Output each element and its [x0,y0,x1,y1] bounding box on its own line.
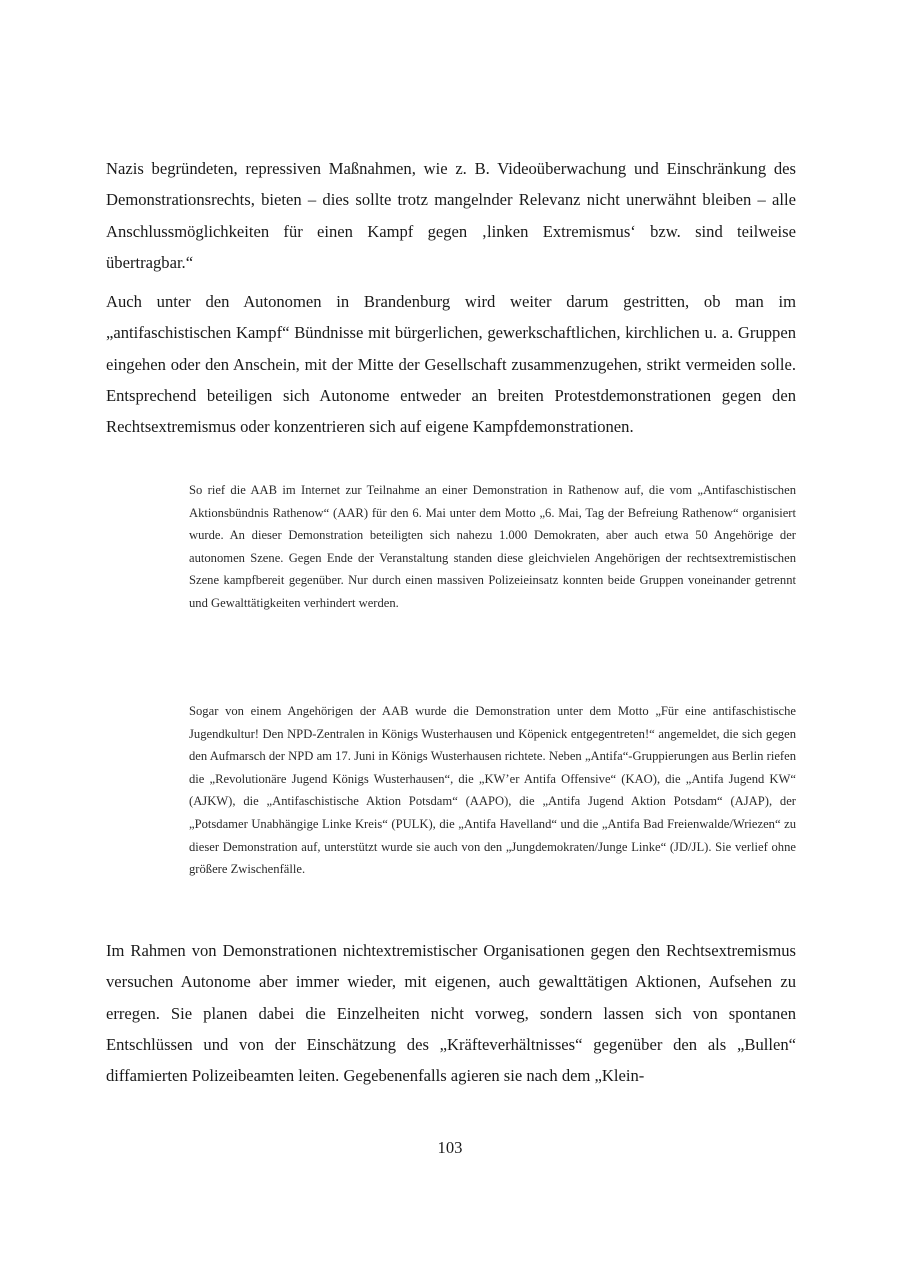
indented-quote-1: So rief die AAB im Internet zur Teilnahme an einer Demonstration in Rathenow auf, die vom „Antifaschistischen Aktionsbündnis Rathenow“ (AAR) für den 6. Mai unter dem Motto „6. Mai, Tag der Befreiung Rathenow“ organisiert wurde. An dieser Demonstration beteiligten sich nahezu 1.000 Demokraten, aber auch etwa 50 Angehörige der autonomen Szene. Gegen Ende der Veranstaltung standen diese gleichvielen Angehörigen der rechtsextremistischen Szene kampfbereit gegenüber. Nur durch einen massiven Polizeieinsatz konnten beide Gruppen voneinander getrennt und Gewalttätigkeiten verhindert werden. [189,483,796,610]
body-paragraph-1: Nazis begründeten, repressiven Maßnahmen, wie z. B. Videoüberwachung und Einschränkung des Demonstrationsrechts, bieten – dies sollte trotz mangelnder Relevanz nicht unerwähnt bleiben – alle Anschlussmöglichkeiten für einen Kampf gegen ‚linken Extremismus‘ bzw. sind teilweise übertragbar.“ [106,159,796,272]
body-paragraph-2: Auch unter den Autonomen in Brandenburg wird weiter darum gestritten, ob man im „antifaschistischen Kampf“ Bündnisse mit bürgerlichen, gewerkschaftlichen, kirchlichen u. a. Gruppen eingehen oder den Anschein, mit der Mitte der Gesellschaft zusammenzugehen, strikt vermeiden solle. Entsprechend beteiligen sich Autonome entweder an breiten Protestdemonstrationen gegen den Rechtsextremismus oder konzentrieren sich auf eigene Kampfdemonstrationen. [106,292,796,437]
indented-quote-2: Sogar von einem Angehörigen der AAB wurde die Demonstration unter dem Motto „Für eine antifaschistische Jugendkultur! Den NPD-Zentralen in Königs Wusterhausen und Köpenick entgegentreten!“ angemeldet, die sich gegen den Aufmarsch der NPD am 17. Juni in Königs Wusterhausen richtete. Neben „Antifa“-Gruppierungen aus Berlin riefen die „Revolutionäre Jugend Königs Wusterhausen“, die „KW’er Antifa Offensive“ (KAO), die „Antifa Jugend KW“ (AJKW), die „Antifaschistische Aktion Potsdam“ (AAPO), die „Antifa Jugend Aktion Potsdam“ (AJAP), der „Potsdamer Unabhängige Linke Kreis“ (PULK), die „Antifa Havelland“ und die „Antifa Bad Freienwalde/Wriezen“ zu dieser Demonstration auf, unterstützt wurde sie auch von den „Jungdemokraten/Junge Linke“ (JD/JL). Sie verlief ohne größere Zwischenfälle. [189,704,796,877]
body-paragraph-3: Im Rahmen von Demonstrationen nichtextremistischer Organisationen gegen den Rechtsextremismus versuchen Autonome aber immer wieder, mit eigenen, auch gewalttätigen Aktionen, Aufsehen zu erregen. Sie planen dabei die Einzelheiten nicht vorweg, sondern lassen sich von spontanen Entschlüssen und von der Einschätzung des „Kräfteverhältnisses“ gegenüber den als „Bullen“ diffamierten Polizeibeamten leiten. Gegebenenfalls agieren sie nach dem „Klein- [106,941,796,1086]
page-number: 103 [437,1138,463,1157]
